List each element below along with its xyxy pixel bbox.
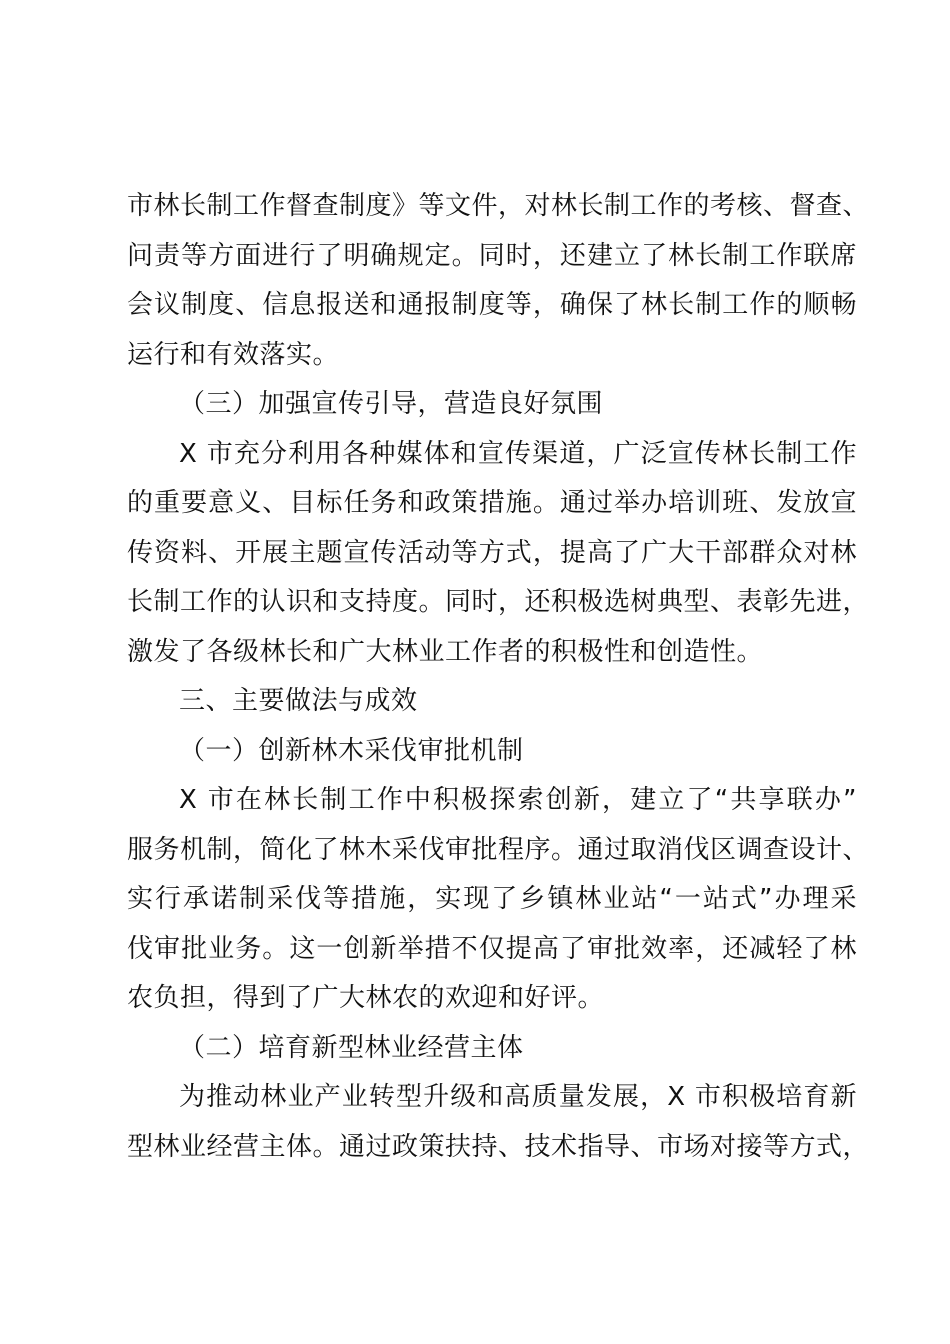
- document-line: 农负担，得到了广大林农的欢迎和好评。: [127, 983, 605, 1013]
- document-line: 三、主要做法与成效: [179, 686, 418, 716]
- document-line: （三）加强宣传引导，营造良好氛围: [179, 389, 604, 419]
- document-line: 运行和有效落实。: [127, 339, 340, 370]
- document-line: 激发了各级林长和广大林业工作者的积极性和创造性。: [127, 636, 764, 667]
- document-line: 问责等方面进行了明确规定。同时，还建立了林长制工作联席: [127, 240, 857, 271]
- document-line: 为推动林业产业转型升级和高质量发展，X 市积极培育新: [179, 1082, 857, 1112]
- document-line: 型林业经营主体。通过政策扶持、技术指导、市场对接等方式，: [127, 1131, 870, 1162]
- document-body: [127, 182, 870, 1172]
- document-line: 实行承诺制采伐等措施，实现了乡镇林业站“一站式”办理采: [127, 884, 857, 914]
- document-line: X 市在林长制工作中积极探索创新，建立了“共享联办”: [179, 785, 857, 815]
- document-line: 服务机制，简化了林木采伐审批程序。通过取消伐区调查设计、: [127, 834, 870, 865]
- document-line: （二）培育新型林业经营主体: [179, 1032, 524, 1063]
- document-line: 传资料、开展主题宣传活动等方式，提高了广大干部群众对林: [127, 537, 857, 568]
- document-line: X 市充分利用各种媒体和宣传渠道，广泛宣传林长制工作: [179, 438, 857, 469]
- document-line: （一）创新林木采伐审批机制: [179, 735, 524, 766]
- document-line: 的重要意义、目标任务和政策措施。通过举办培训班、发放宣: [127, 488, 857, 518]
- document-line: 市林长制工作督查制度》等文件，对林长制工作的考核、督查、: [127, 191, 870, 221]
- document-line: 会议制度、信息报送和通报制度等，确保了林长制工作的顺畅: [127, 290, 857, 320]
- document-line: 伐审批业务。这一创新举措不仅提高了审批效率，还减轻了林: [127, 933, 857, 964]
- document-line: 长制工作的认识和支持度。同时，还积极选树典型、表彰先进，: [127, 587, 870, 617]
